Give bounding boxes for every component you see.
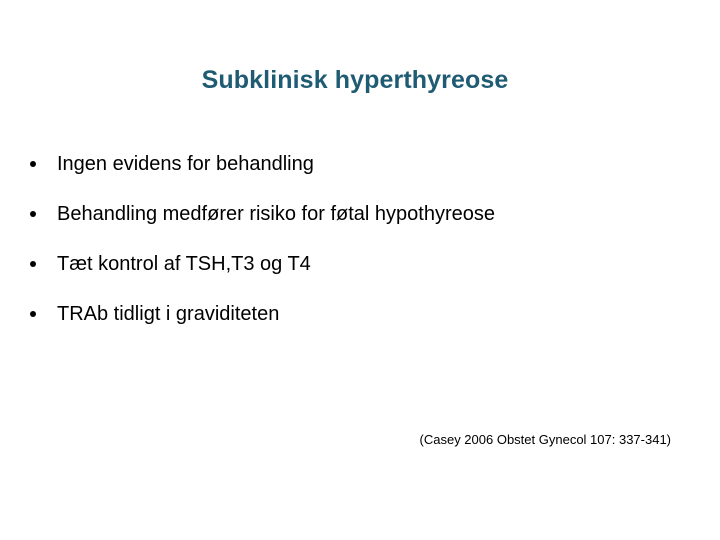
bullet-text: Tæt kontrol af TSH,T3 og T4 — [57, 252, 311, 275]
bullet-icon — [30, 161, 36, 167]
bullet-list — [30, 148, 495, 348]
bullet-icon — [30, 211, 36, 217]
bullet-item — [30, 298, 495, 330]
bullet-icon — [30, 261, 36, 267]
bullet-text: TRAb tidligt i graviditeten — [57, 302, 280, 325]
bullet-text: Behandling medfører risiko for føtal hypothyreose — [57, 202, 495, 225]
slide-title: Subklinisk hyperthyreose — [201, 66, 509, 94]
bullet-item — [30, 198, 495, 230]
bullet-item — [30, 148, 495, 180]
citation: (Casey 2006 Obstet Gynecol 107: 337-341) — [419, 432, 671, 447]
bullet-text: Ingen evidens for behandling — [57, 152, 314, 175]
bullet-icon — [30, 311, 36, 317]
bullet-item — [30, 248, 495, 280]
